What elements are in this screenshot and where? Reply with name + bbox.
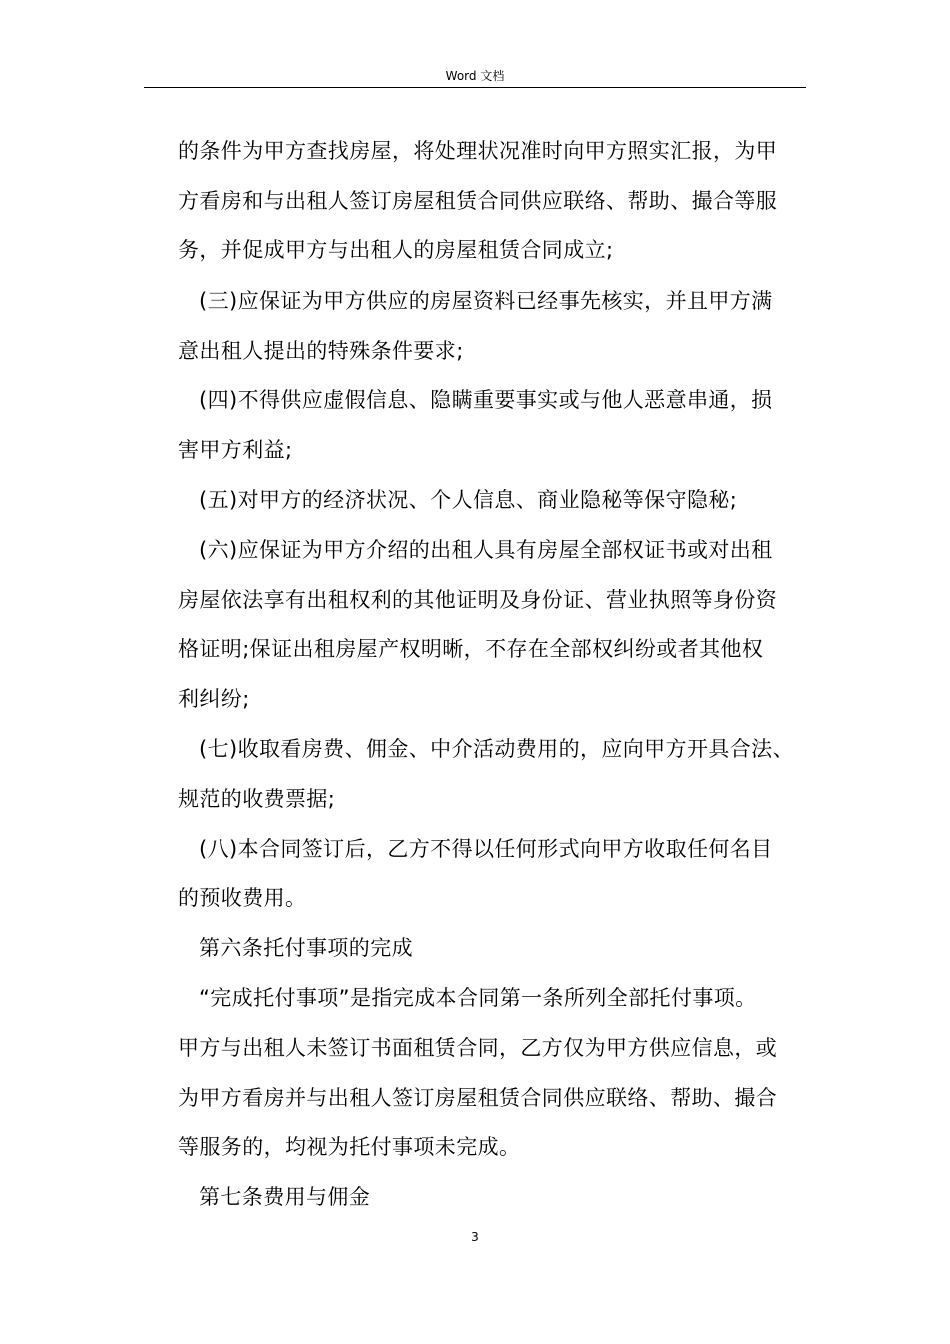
body-line: 格证明;保证出租房屋产权明晰，不存在全部权纠纷或者其他权	[178, 637, 764, 661]
section-heading: 第六条托付事项的完成	[199, 936, 413, 960]
body-line: 为甲方看房并与出租人签订房屋租赁合同供应联络、帮助、撮合	[178, 1086, 778, 1110]
header-divider	[144, 87, 806, 88]
body-line: (六)应保证为甲方介绍的出租人具有房屋全部权证书或对出租	[199, 538, 773, 562]
body-line: 房屋依法享有出租权利的其他证明及身份证、营业执照等身份资	[178, 588, 778, 612]
body-line: (七)收取看房费、佣金、中介活动费用的，应向甲方开具合法、	[199, 737, 794, 761]
body-line: (八)本合同签订后，乙方不得以任何形式向甲方收取任何名目	[199, 837, 773, 861]
body-line: 意出租人提出的特殊条件要求;	[178, 339, 464, 363]
body-line: 害甲方利益;	[178, 438, 293, 462]
body-line: “完成托付事项”是指完成本合同第一条所列全部托付事项。	[199, 986, 757, 1010]
body-line: 利纠纷;	[178, 687, 250, 711]
body-line: (三)应保证为甲方供应的房屋资料已经事先核实，并且甲方满	[199, 289, 773, 313]
body-line: 规范的收费票据;	[178, 787, 336, 811]
page-number: 3	[471, 1230, 479, 1244]
section-heading: 第七条费用与佣金	[199, 1185, 371, 1209]
body-line: 的条件为甲方查找房屋，将处理状况准时向甲方照实汇报，为甲	[178, 139, 778, 163]
body-line: (四)不得供应虚假信息、隐瞒重要事实或与他人恶意串通，损	[199, 388, 773, 412]
body-line: (五)对甲方的经济状况、个人信息、商业隐秘等保守隐秘;	[199, 488, 738, 512]
body-line: 方看房和与出租人签订房屋租赁合同供应联络、帮助、撮合等服	[178, 189, 778, 213]
body-line: 的预收费用。	[178, 886, 307, 910]
header-title: Word 文档	[445, 69, 505, 83]
body-line: 等服务的，均视为托付事项未完成。	[178, 1135, 521, 1159]
body-line: 甲方与出租人未签订书面租赁合同，乙方仅为甲方供应信息，或	[178, 1036, 778, 1060]
body-line: 务，并促成甲方与出租人的房屋租赁合同成立;	[178, 238, 614, 262]
